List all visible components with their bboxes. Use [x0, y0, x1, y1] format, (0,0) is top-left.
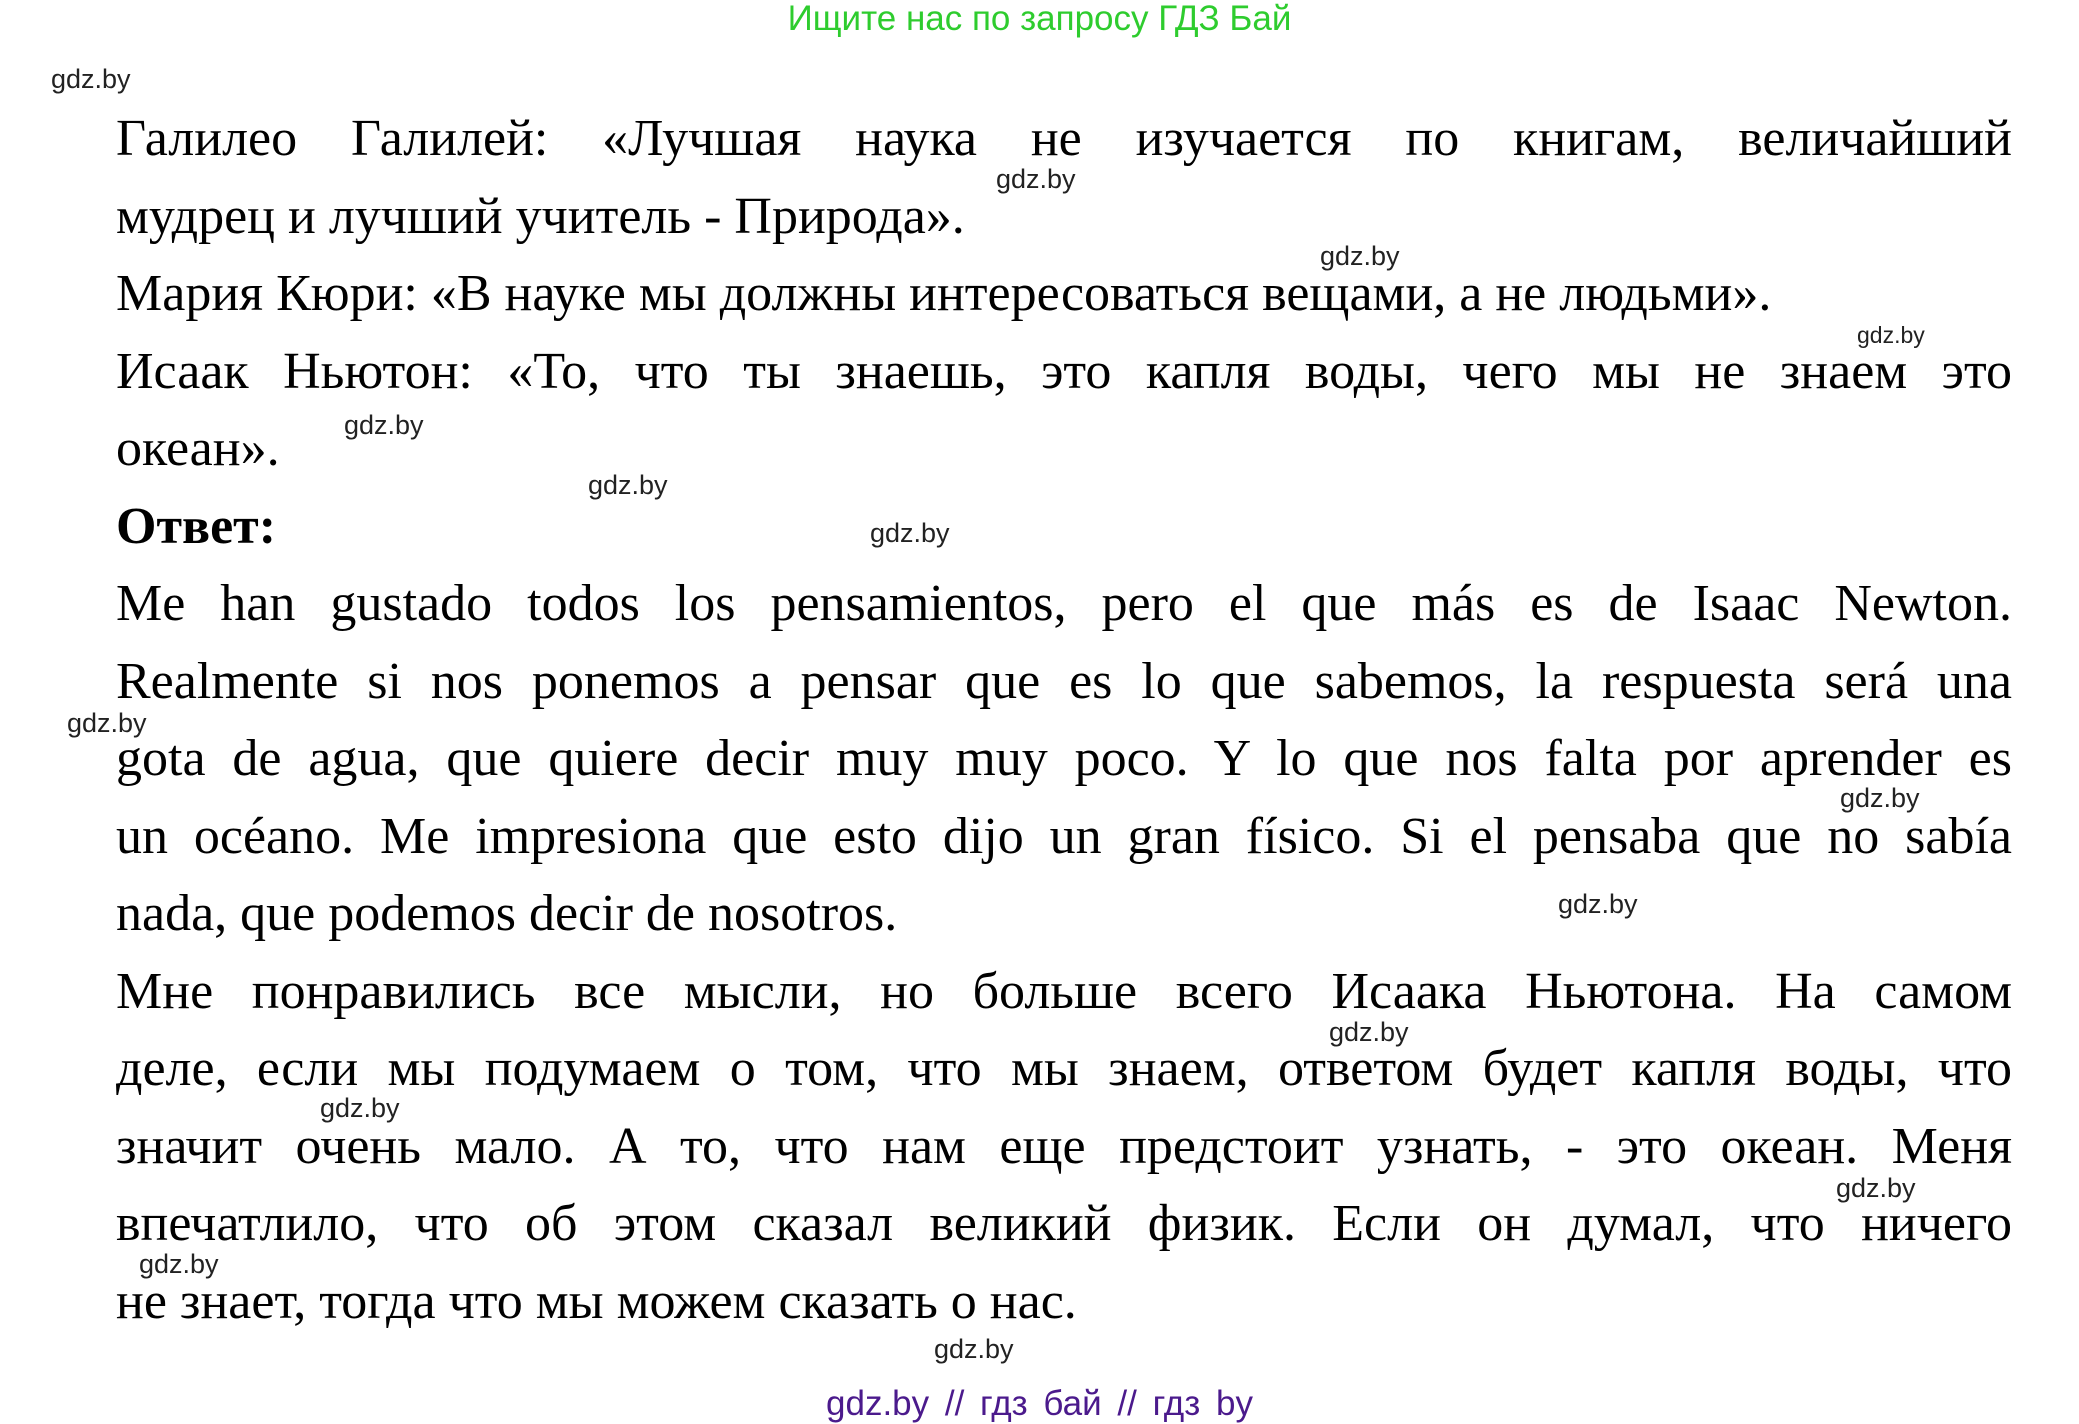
watermark: gdz.by [51, 64, 131, 94]
watermark: gdz.by [996, 164, 1076, 194]
text-line: деле, если мы подумаем о том, что мы знаем, ответом будет капля воды, что [116, 1040, 2012, 1097]
text-line: Мария Кюри: «В науке мы должны интересоваться вещами, а не людьми». [116, 265, 1772, 322]
document-body [116, 100, 2012, 1340]
watermark: gdz.by [1329, 1017, 1409, 1047]
watermark: gdz.by [139, 1249, 219, 1279]
watermark: gdz.by [1836, 1173, 1916, 1203]
header-watermark: Ищите нас по запросу ГДЗ Бай [787, 0, 1292, 38]
watermark: gdz.by [1558, 889, 1638, 919]
text-line: мудрец и лучший учитель - Природа». [116, 187, 965, 245]
text-line: Исаак Ньютон: «То, что ты знаешь, это капля воды, чего мы не знаем это [116, 342, 2012, 400]
watermark: gdz.by [588, 470, 668, 500]
watermark: gdz.by [1320, 241, 1400, 271]
watermark: gdz.by [344, 410, 424, 440]
watermark: gdz.by [320, 1093, 400, 1123]
watermark: gdz.by [934, 1334, 1014, 1364]
watermark: gdz.by [67, 708, 147, 738]
text-line: Realmente si nos ponemos a pensar que es lo que sabemos, la respuesta será una [116, 652, 2012, 710]
text-line: значит очень мало. А то, что нам еще предстоит узнать, - это океан. Меня [116, 1117, 2012, 1175]
text-line: un océano. Me impresiona que esto dijo un gran físico. Si el pensaba que no sabía [116, 807, 2012, 865]
watermark: gdz.by [870, 518, 950, 548]
text-line: Me han gustado todos los pensamientos, pero el que más es de Isaac Newton. [116, 575, 2012, 632]
text-line: не знает, тогда что мы можем сказать о нас. [116, 1272, 1077, 1330]
footer-watermark: gdz.by // гдз бай // гдз by [826, 1384, 1253, 1423]
text-line: gota de agua, que quiere decir muy muy poco. Y lo que nos falta por aprender es [116, 730, 2012, 787]
text-line: nada, que podemos decir de nosotros. [116, 885, 898, 942]
answer-heading: Ответ: [116, 497, 277, 555]
text-line: океан». [116, 420, 280, 477]
text-line: Галилео Галилей: «Лучшая наука не изучается по книгам, величайший [116, 110, 2012, 167]
text-line: Мне понравились все мысли, но больше всего Исаака Ньютона. На самом [116, 962, 2012, 1020]
watermark: gdz.by [1840, 783, 1920, 813]
text-line: впечатлило, что об этом сказал великий физик. Если он думал, что ничего [116, 1195, 2012, 1252]
watermark: gdz.by [1857, 322, 1925, 348]
